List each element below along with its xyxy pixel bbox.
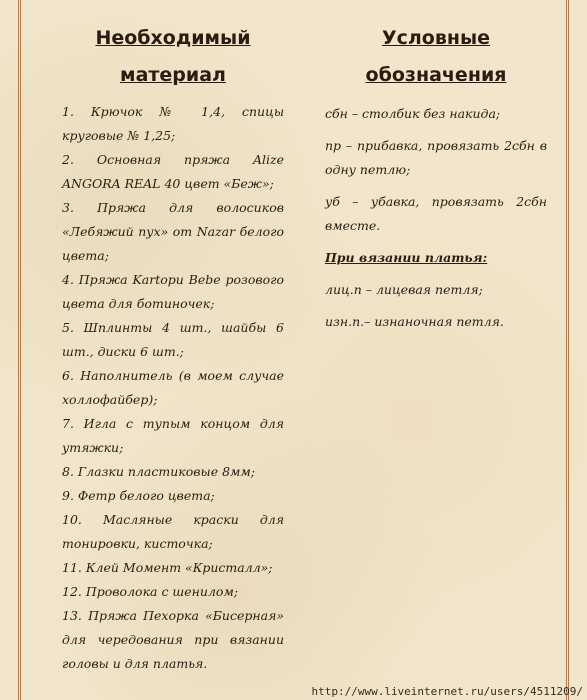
materials-list [62,100,284,676]
materials-title-line1: Необходимый [95,27,251,49]
list-item: 8. Глазки пластиковые 8мм; [62,464,255,479]
list-item: 9. Фетр белого цвета; [62,488,215,503]
legend-entry: лиц.п – лицевая петля; [325,282,483,297]
materials-title [62,20,284,94]
list-item: 10. Масляные краски для тонировки, кисточка; [62,512,284,551]
legend-title-line2: обозначения [365,64,507,86]
legend-notes [325,102,547,334]
list-item: 2. Основная пряжа Alize ANGORA REAL 40 цвет «Беж»; [62,152,284,191]
list-item: 5. Шплинты 4 шт., шайбы 6 шт., диски 6 шт.; [62,320,284,359]
legend-entry: изн.п.– изнаночная петля. [325,314,504,329]
list-item: 4. Пряжа Kartopu Bebe розового цвета для ботиночек; [62,272,284,311]
list-item: 7. Игла с тупым концом для утяжки; [62,416,284,455]
list-item: 3. Пряжа для волосиков «Лебяжий пух» от Nazar белого цвета; [62,200,284,263]
legend-entry: уб – убавка, провязать 2сбн вместе. [325,194,547,233]
materials-column [62,20,284,676]
list-item: 6. Наполнитель (в моем случае холлофайбер); [62,368,284,407]
dress-subheading: При вязании платья: [325,250,488,265]
legend-column [325,20,547,342]
list-item: 12. Проволока с шенилом; [62,584,239,599]
legend-title [325,20,547,94]
legend-entry: пр – прибавка, провязать 2сбн в одну петлю; [325,138,547,177]
materials-title-line2: материал [120,64,226,86]
source-url-watermark: http://www.liveinternet.ru/users/4511209/ [311,685,583,698]
list-item: 1. Крючок № 1,4, спицы круговые № 1,25; [62,104,284,143]
list-item: 11. Клей Момент «Кристалл»; [62,560,273,575]
list-item: 13. Пряжа Пехорка «Бисерная» для чередования при вязании головы и для платья. [62,608,284,671]
legend-entry: сбн – столбик без накида; [325,106,501,121]
legend-title-line1: Условные [381,27,491,49]
